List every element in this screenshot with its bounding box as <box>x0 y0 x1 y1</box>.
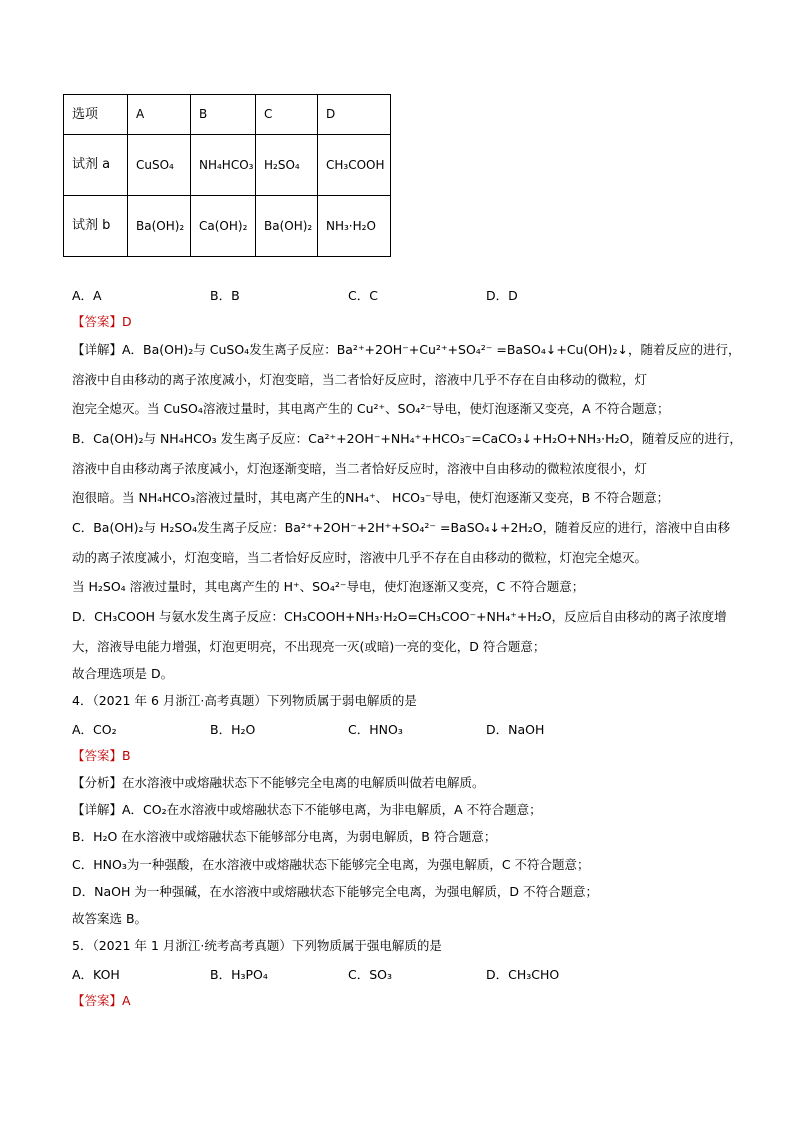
q3-detail-line: 大，溶液导电能力增强，灯泡更明亮，不出现亮一灭(或暗)一亮的变化，D 符合题意； <box>72 639 546 654</box>
q4-option-b: B．H₂O <box>210 722 256 737</box>
q4-option-c: C．HNO₃ <box>348 722 403 737</box>
q5-option-c: C．SO₃ <box>348 967 393 982</box>
q4-detail-line: D．NaOH 为一种强碱，在水溶液中或熔融状态下能够完全电离，为强电解质，D 不符合题意； <box>72 884 598 899</box>
q3-option-c: C．C <box>348 288 378 303</box>
q3-detail-line: 当 H₂SO₄ 溶液过量时，其电离产生的 H⁺、SO₄²⁻导电，使灯泡逐渐又变亮，C 不符合题意； <box>72 579 585 594</box>
q4-option-a: A．CO₂ <box>72 722 117 737</box>
q5-stem: 5．（2021 年 1 月浙江·统考高考真题）下列物质属于强电解质的是 <box>72 938 442 953</box>
q5-option-a: A．KOH <box>72 967 120 982</box>
q3-option-d: D．D <box>486 288 518 303</box>
reagent-table <box>63 94 391 257</box>
table-cell: C <box>256 95 318 135</box>
q3-detail-line: 动的离子浓度减小，灯泡变暗，当二者恰好反应时，溶液中几乎不存在自由移动的微粒，灯泡完全熄灭。 <box>72 550 648 565</box>
q4-detail-line: C．HNO₃为一种强酸，在水溶液中或熔融状态下能够完全电离，为强电解质，C 不符合题意； <box>72 857 590 872</box>
q5-answer: 【答案】A <box>72 993 131 1008</box>
table-cell <box>256 196 318 257</box>
table-cell: D <box>318 95 391 135</box>
q3-detail-line: C．Ba(OH)₂与 H₂SO₄发生离子反应：Ba²⁺+2OH⁻+2H⁺+SO₄²⁻ =BaSO₄↓+2H₂O，随着反应的进行，溶液中自由移 <box>72 520 731 535</box>
table-row <box>64 135 391 196</box>
q5-option-b: B．H₃PO₄ <box>210 967 268 982</box>
table-cell <box>128 196 191 257</box>
q4-option-d: D．NaOH <box>486 722 545 737</box>
q3-detail-line: D．CH₃COOH 与氨水发生离子反应：CH₃COOH+NH₃·H₂O=CH₃COO⁻+NH₄⁺+H₂O，反应后自由移动的离子浓度增 <box>72 609 727 624</box>
q3-detail-line: 溶液中自由移动离子浓度减小，灯泡逐渐变暗，当二者恰好反应时，溶液中自由移动的微粒浓度很小，灯 <box>72 461 648 476</box>
q4-answer: 【答案】B <box>72 748 131 763</box>
table-cell: H₂SO₄ <box>256 135 318 196</box>
q3-detail-line: 泡很暗。当 NH₄HCO₃溶液过量时，其电离产生的NH₄⁺、 HCO₃⁻导电，使灯泡逐渐又变亮，B 不符合题意； <box>72 490 670 505</box>
table-cell: 试剂 a <box>64 135 128 196</box>
table-cell: 选项 <box>64 95 128 135</box>
q3-detail-line: 溶液中自由移动的离子浓度减小，灯泡变暗，当二者恰好反应时，溶液中几乎不存在自由移动的微粒，灯 <box>72 372 648 387</box>
cell-text: NH₄HCO₃ <box>199 157 254 172</box>
q4-detail-line: 故答案选 B。 <box>72 911 148 926</box>
q3-detail-line: B．Ca(OH)₂与 NH₄HCO₃ 发生离子反应：Ca²⁺+2OH⁻+NH₄⁺+HCO₃⁻=CaCO₃↓+H₂O+NH₃·H₂O，随着反应的进行， <box>72 431 742 446</box>
q3-detail-line: 【详解】A．Ba(OH)₂与 CuSO₄发生离子反应：Ba²⁺+2OH⁻+Cu²⁺+SO₄²⁻ =BaSO₄↓+Cu(OH)₂↓，随着反应的进行， <box>72 342 741 357</box>
table-row <box>64 196 391 257</box>
q4-stem: 4．（2021 年 6 月浙江·高考真题）下列物质属于弱电解质的是 <box>72 693 417 708</box>
cell-text: CH₃COOH <box>326 157 385 172</box>
table-cell: CuSO₄ <box>128 135 191 196</box>
q3-answer: 【答案】D <box>72 314 132 329</box>
table-cell: B <box>191 95 256 135</box>
table-cell <box>191 135 256 196</box>
table-cell: 试剂 b <box>64 196 128 257</box>
q5-option-d: D．CH₃CHO <box>486 967 560 982</box>
table-cell: Ca(OH)₂ <box>191 196 256 257</box>
q4-detail-line: B．H₂O 在水溶液中或熔融状态下能够部分电离，为弱电解质，B 符合题意； <box>72 829 497 844</box>
table-cell <box>318 135 391 196</box>
q3-detail-line: 泡完全熄灭。当 CuSO₄溶液过量时，其电离产生的 Cu²⁺、SO₄²⁻导电，使灯泡逐渐又变亮，A 不符合题意； <box>72 401 670 416</box>
q4-analysis: 【分析】在水溶液中或熔融状态下不能够完全电离的电解质叫做若电解质。 <box>72 775 485 790</box>
table-cell: NH₃·H₂O <box>318 196 391 257</box>
table-row <box>64 95 391 135</box>
q3-detail-line: 故合理选项是 D。 <box>72 666 174 681</box>
q3-option-a: A．A <box>72 288 102 303</box>
table-cell: A <box>128 95 191 135</box>
q4-detail-line: 【详解】A．CO₂在水溶液中或熔融状态下不能够电离，为非电解质，A 不符合题意； <box>72 802 542 817</box>
cell-text: Ba(OH)₂ <box>136 218 185 233</box>
cell-text: Ba(OH)₂ <box>264 218 313 233</box>
q3-option-b: B．B <box>210 288 240 303</box>
